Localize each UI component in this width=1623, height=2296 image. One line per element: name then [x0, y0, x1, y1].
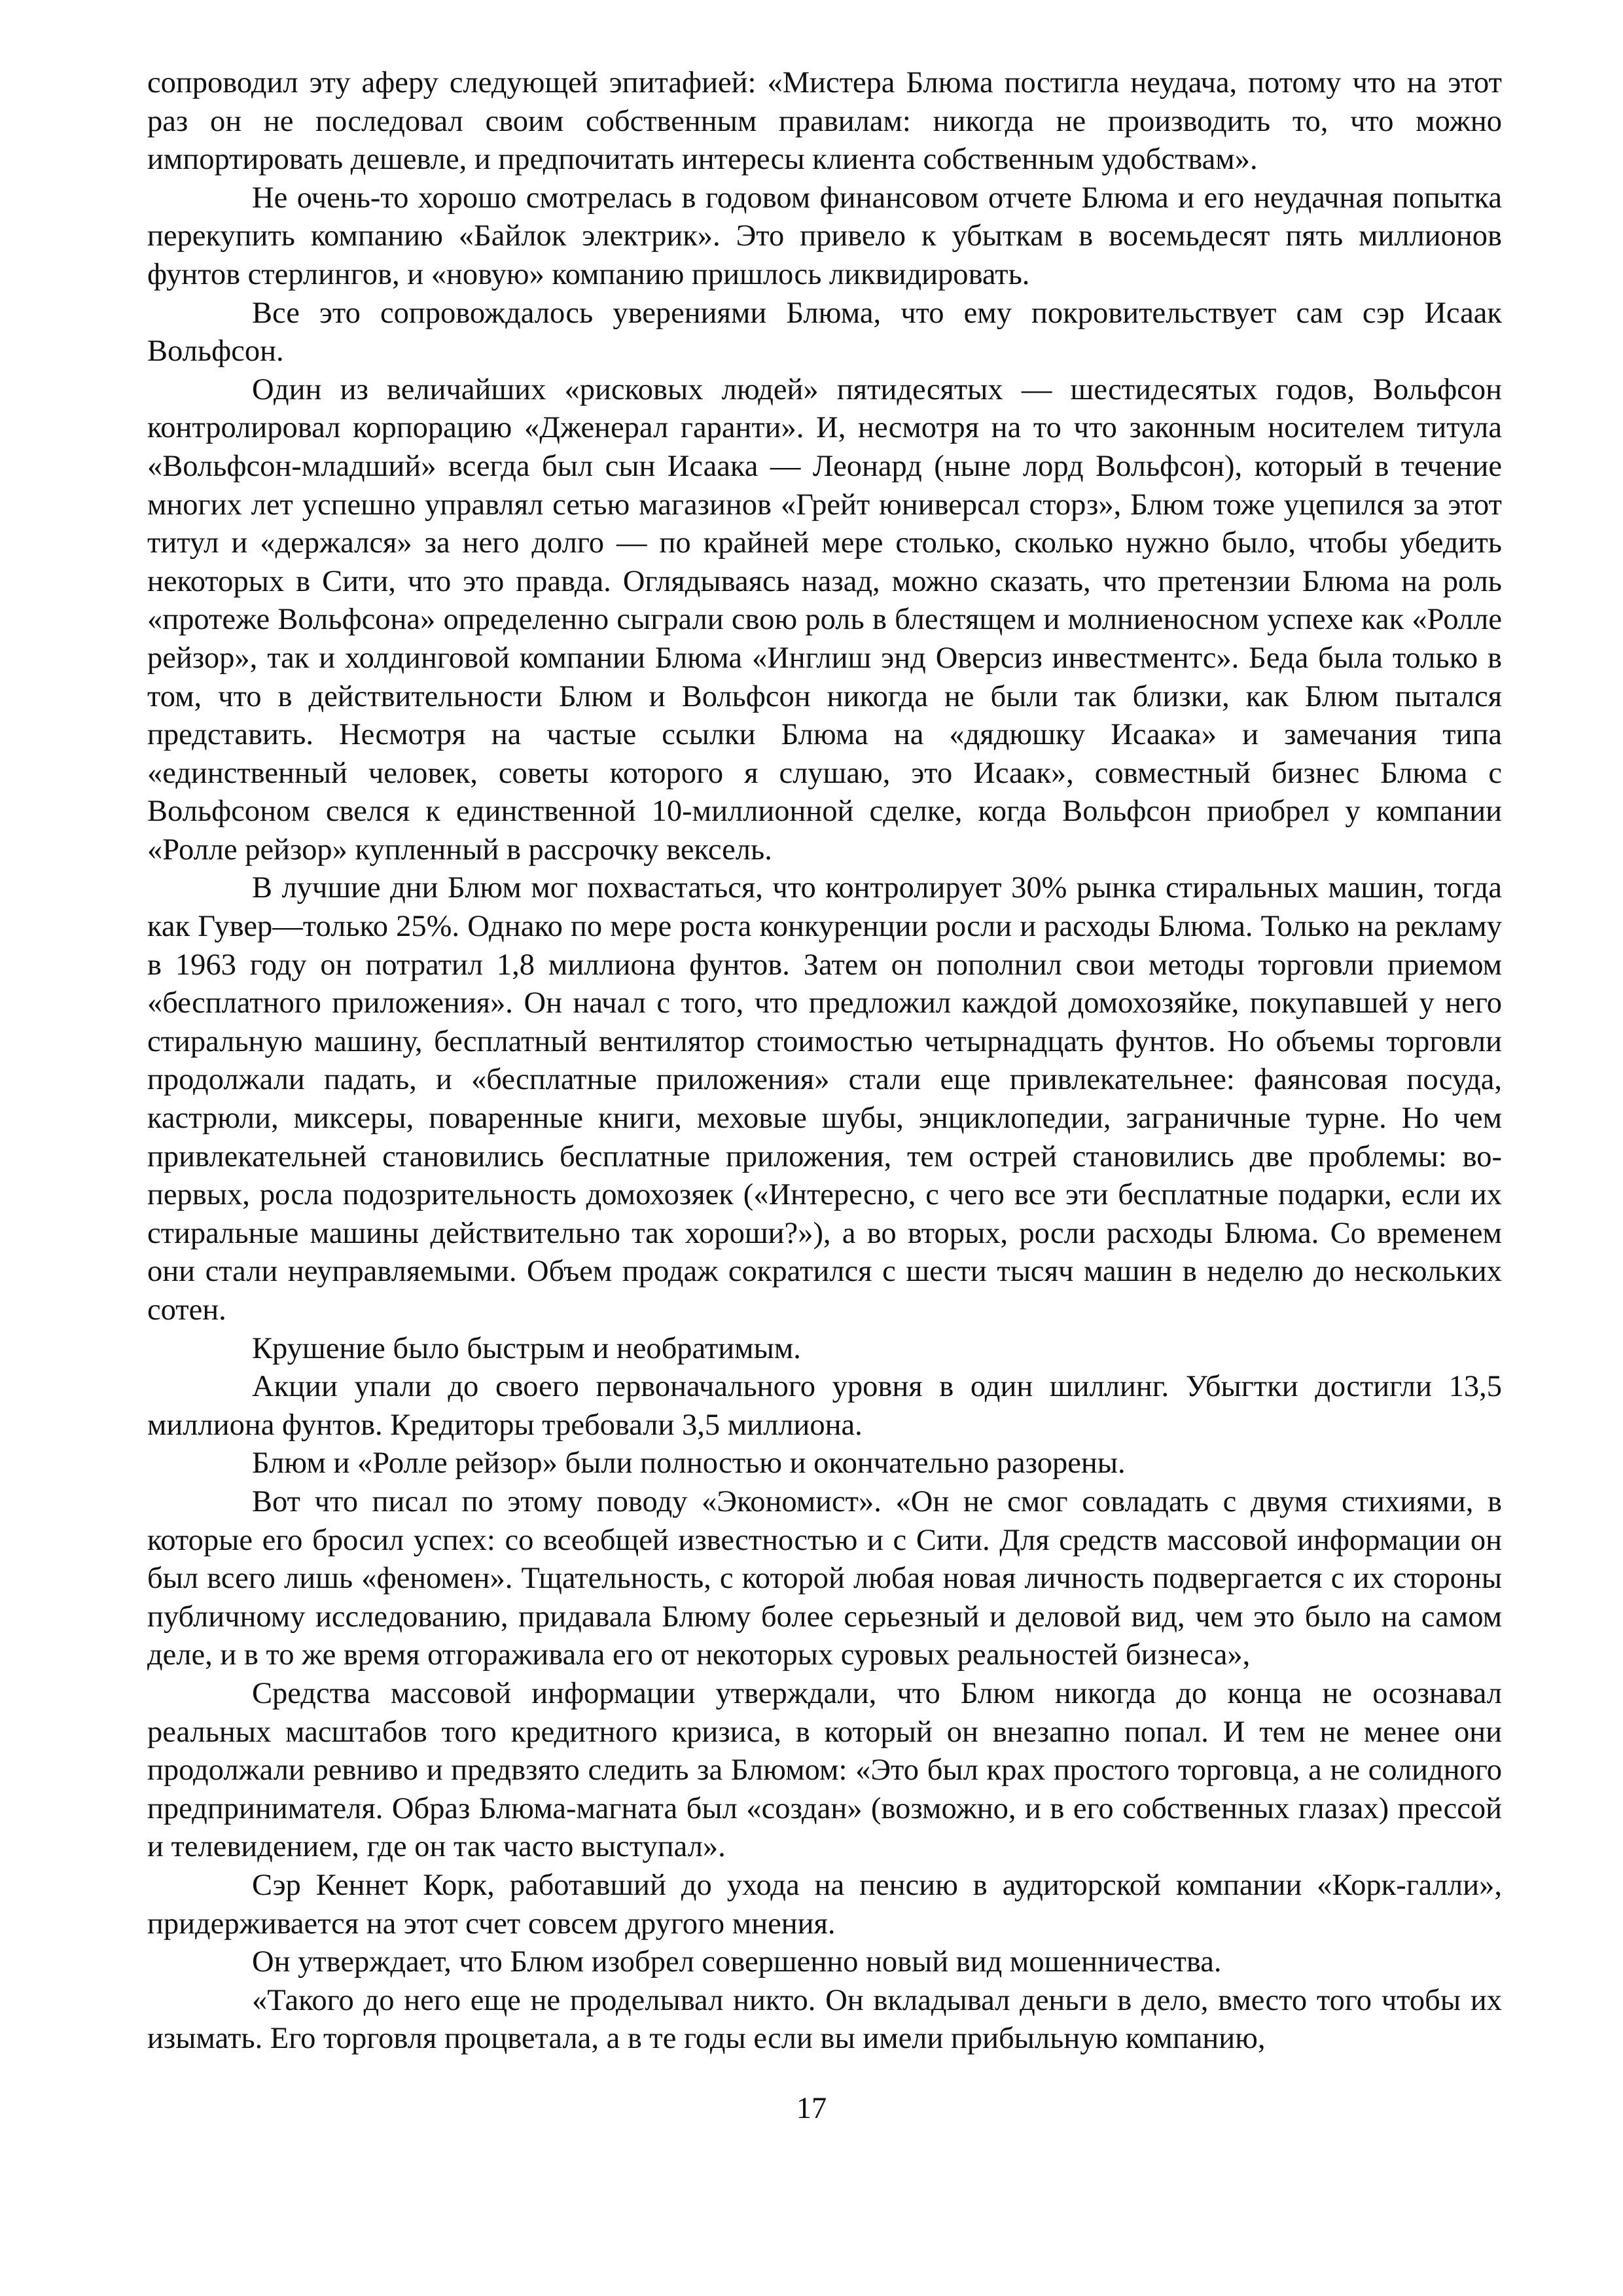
paragraph-9: Вот что писал по этому поводу «Экономист». «Он не смог совладать с двумя стихиями, в которые его бросил успех: со всеобщей известностью и с Сити. Для средств массовой информации он был всего лишь «феномен». Тщательность, с которой любая новая личность подвергается с их стороны публичному исследованию, придавала Блюму более серьезный и деловой вид, чем это было на самом деле, и в то же время отгораживала его от некоторых суровых реальностей бизнеса»,	[147, 1484, 1502, 1672]
paragraph-8: Блюм и «Ролле рейзор» были полностью и окончательно разорены.	[252, 1446, 1126, 1480]
paragraph-11: Сэр Кеннет Корк, работавший до ухода на пенсию в аудиторской компании «Корк-галли», придерживается на этот счет совсем другого мнения.	[147, 1868, 1502, 1941]
paragraph-12: Он утверждает, что Блюм изобрел совершенно новый вид мошенничества.	[252, 1945, 1222, 1979]
document-body	[147, 64, 1502, 2058]
paragraph-1: сопроводил эту аферу следующей эпитафией: «Мистера Блюма постигла неудача, потому что на этот раз он не последовал своим собственным правилам: никогда не производить то, что можно импортировать дешевле, и предпочитать интересы клиента собственным удобствам».	[147, 66, 1502, 177]
paragraph-13: «Такого до него еще не проделывал никто. Он вкладывал деньги в дело, вместо того чтобы их изымать. Его торговля процветала, а в те годы если вы имели прибыльную компанию,	[147, 1983, 1502, 2056]
paragraph-5: В лучшие дни Блюм мог похвастаться, что контролирует 30% рынка стиральных машин, тогда как Гувер—только 25%. Однако по мере роста конкуренции росли и расходы Блюма. Только на рекламу в 1963 году он потратил 1,8 миллиона фунтов. Затем он пополнил свои методы торговли приемом «бесплатного приложения». Он начал с того, что предложил каждой домохозяйке, покупавшей у него стиральную машину, бесплатный вентилятор стоимостью четырнадцать фунтов. Но объемы торговли продолжали падать, и «бесплатные приложения» стали еще привлекательнее: фаянсовая посуда, кастрюли, миксеры, поваренные книги, меховые шубы, энциклопедии, заграничные турне. Но чем привлекательней становились бесплатные приложения, тем острей становились две проблемы: во-первых, росла подозрительность домохозяек («Интересно, с чего все эти бесплатные подарки, если их стиральные машины действительно так хороши?»), а во вторых, росли расходы Блюма. Со временем они стали неуправляемыми. Объем продаж сократился с шести тысяч машин в неделю до нескольких сотен.	[147, 871, 1502, 1327]
paragraph-3: Все это сопровождалось уверениями Блюма, что ему покровительствует сам сэр Исаак Вольфсон.	[147, 296, 1502, 368]
paragraph-7: Акции упали до своего первоначального уровня в один шиллинг. Убыгтки достигли 13,5 миллиона фунтов. Кредиторы требовали 3,5 миллиона.	[147, 1370, 1502, 1442]
paragraph-4: Один из величайших «рисковых людей» пятидесятых — шестидесятых годов, Вольфсон контролировал корпорацию «Дженерал гаранти». И, несмотря на то что законным носителем титула «Вольфсон-младший» всегда был сын Исаака — Леонард (ныне лорд Вольфсон), который в течение многих лет успешно управлял сетью магазинов «Грейт юниверсал сторз», Блюм тоже уцепился за этот титул и «держался» за него долго — по крайней мере столько, сколько нужно было, чтобы убедить некоторых в Сити, что это правда. Оглядываясь назад, можно сказать, что претензии Блюма на роль «протеже Вольфсона» определенно сыграли свою роль в блестящем и молниеносном успехе как «Ролле рейзор», так и холдинговой компании Блюма «Инглиш энд Оверсиз инвестментс». Беда была только в том, что в действительности Блюм и Вольфсон никогда не были так близки, как Блюм пытался представить. Несмотря на частые ссылки Блюма на «дядюшку Исаака» и замечания типа «единственный человек, советы которого я слушаю, это Исаак», совместный бизнес Блюма с Вольфсоном свелся к единственной 10-миллионной сделке, когда Вольфсон приобрел у компании «Ролле рейзор» купленный в рассрочку вексель.	[147, 372, 1502, 867]
paragraph-6: Крушение было быстрым и необратимым.	[252, 1331, 801, 1365]
paragraph-2: Не очень-то хорошо смотрелась в годовом финансовом отчете Блюма и его неудачная попытка перекупить компанию «Байлок электрик». Это привело к убыткам в восемьдесят пять миллионов фунтов стерлингов, и «новую» компанию пришлось ликвидировать.	[147, 181, 1502, 291]
page-number: 17	[796, 2092, 827, 2125]
paragraph-10: Средства массовой информации утверждали, что Блюм никогда до конца не осознавал реальных масштабов того кредитного кризиса, в который он внезапно попал. И тем не менее они продолжали ревниво и предвзято следить за Блюмом: «Это был крах простого торговца, а не солидного предпринимателя. Образ Блюма-магната был «создан» (возможно, и в его собственных глазах) прессой и телевидением, где он так часто выступал».	[147, 1676, 1502, 1864]
